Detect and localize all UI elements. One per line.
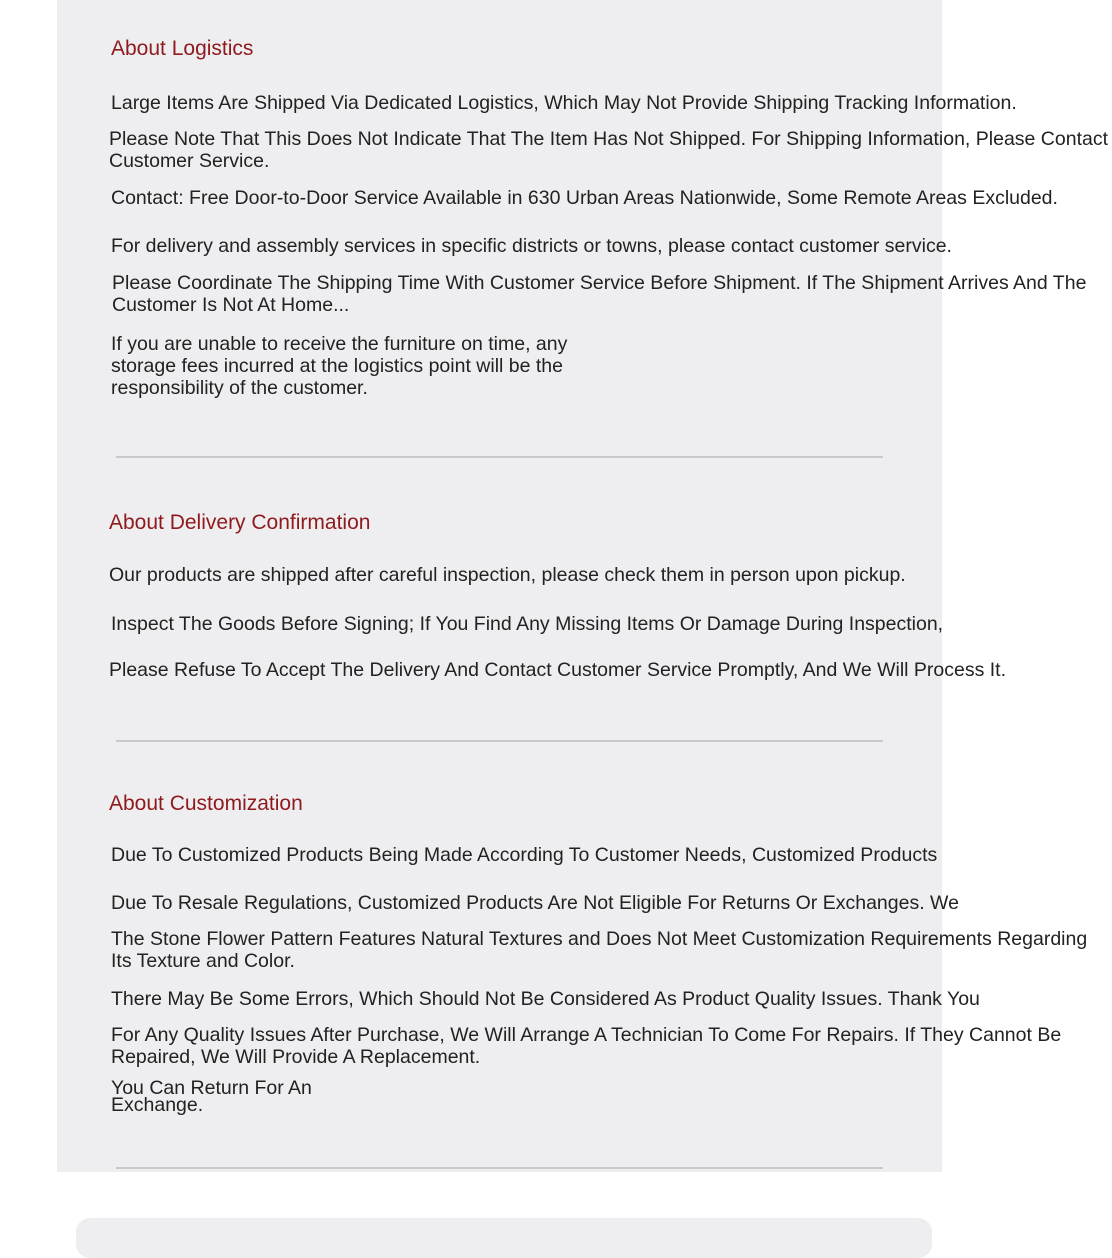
logistics-line-6: If you are unable to receive the furniture on time, any storage fees incurred at the logistics point will be the responsibility of the customer. (111, 333, 568, 399)
customization-heading: About Customization (109, 792, 303, 815)
delivery-heading: About Delivery Confirmation (109, 511, 371, 534)
customization-line-6: You Can Return For An (111, 1077, 312, 1099)
customization-line-4: There May Be Some Errors, Which Should Not Be Considered As Product Quality Issues. Thank You (111, 988, 980, 1010)
logistics-line-5: Please Coordinate The Shipping Time With Customer Service Before Shipment. If The Shipment Arrives And The Customer Is Not At Home... (112, 272, 1087, 316)
delivery-line-2: Inspect The Goods Before Signing; If You Find Any Missing Items Or Damage During Inspection, (111, 613, 944, 635)
delivery-line-3: Please Refuse To Accept The Delivery And Contact Customer Service Promptly, And We Will Process It. (109, 659, 1007, 681)
customization-line-1: Due To Customized Products Being Made According To Customer Needs, Customized Products (111, 844, 938, 866)
customization-line-3: The Stone Flower Pattern Features Natural Textures and Does Not Meet Customization Requirements Regarding Its Texture and Color. (111, 928, 1088, 972)
section-divider-3 (116, 1167, 883, 1169)
customization-line-5: For Any Quality Issues After Purchase, We Will Arrange A Technician To Come For Repairs. If They Cannot Be Repaired, We Will Provide A Replacement. (111, 1024, 1062, 1068)
logistics-heading: About Logistics (111, 37, 254, 60)
logistics-line-4: For delivery and assembly services in specific districts or towns, please contact customer service. (111, 235, 952, 257)
logistics-line-1: Large Items Are Shipped Via Dedicated Logistics, Which May Not Provide Shipping Tracking Information. (111, 92, 1017, 114)
section-divider-2 (116, 740, 883, 742)
customization-line-7: Exchange. (111, 1094, 204, 1116)
logistics-line-2: Please Note That This Does Not Indicate That The Item Has Not Shipped. For Shipping Information, Please Contact Customer Service. (109, 128, 1109, 172)
delivery-line-1: Our products are shipped after careful inspection, please check them in person upon pickup. (109, 564, 906, 586)
logistics-line-3: Contact: Free Door-to-Door Service Available in 630 Urban Areas Nationwide, Some Remote Areas Excluded. (111, 187, 1058, 209)
bottom-card (76, 1218, 932, 1258)
customization-line-2: Due To Resale Regulations, Customized Products Are Not Eligible For Returns Or Exchanges. We (111, 892, 959, 914)
section-divider-1 (116, 456, 883, 458)
